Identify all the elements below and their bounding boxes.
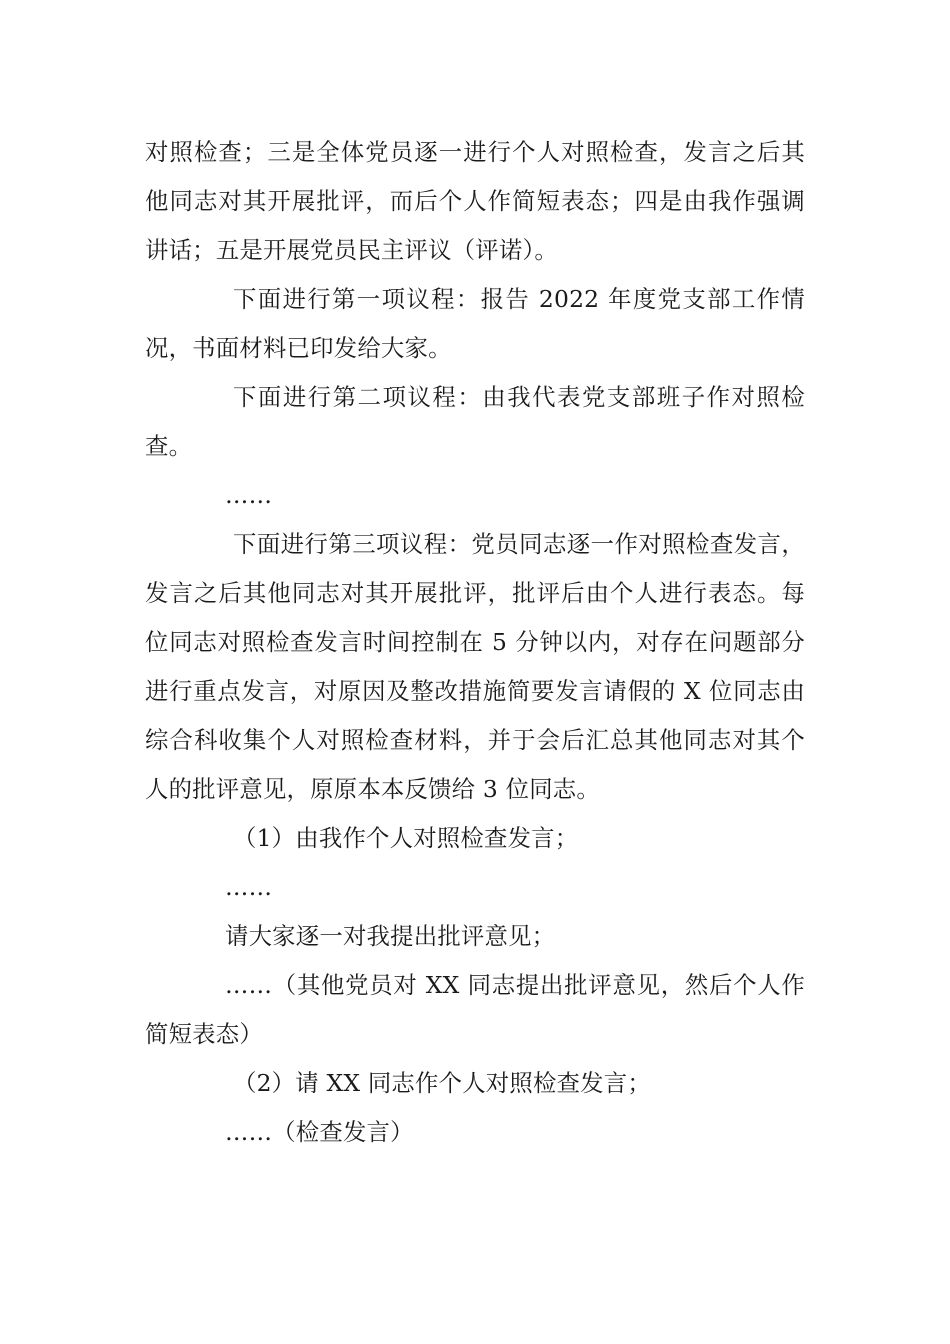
paragraph-check-speech: ……（检查发言）: [225, 1118, 414, 1146]
paragraph-agenda-item-1: 下面进行第一项议程：报告 2022 年度党支部工作情况，书面材料已印发给大家。: [145, 285, 805, 362]
paragraph-agenda-item-3: 下面进行第三项议程：党员同志逐一作对照检查发言，发言之后其他同志对其开展批评，批评后由个人进行表态。每位同志对照检查发言时间控制在 5 分钟以内，对存在问题部分进行重点发言，对原因及整改措施简要发言请假的 X 位同志由综合科收集个人对照检查材料，并于会后汇总其他同志对其个人的批评意见，原原本本反馈给 3 位同志。: [145, 530, 805, 803]
document-body: [145, 128, 805, 1157]
paragraph-step-1: （1）由我作个人对照检查发言；: [233, 824, 579, 852]
paragraph-step-2: （2）请 XX 同志作个人对照检查发言；: [233, 1069, 651, 1097]
paragraph-others-criticism: ……（其他党员对 XX 同志提出批评意见，然后个人作简短表态）: [145, 971, 805, 1048]
paragraph-agenda-continued: 对照检查；三是全体党员逐一进行个人对照检查，发言之后其他同志对其开展批评，而后个人作简短表态；四是由我作强调讲话；五是开展党员民主评议（评诺）。: [145, 138, 805, 264]
paragraph-request-criticism: 请大家逐一对我提出批评意见；: [225, 922, 556, 950]
paragraph-ellipsis-2: ……: [225, 873, 273, 901]
paragraph-ellipsis-1: ……: [225, 481, 273, 509]
paragraph-agenda-item-2: 下面进行第二项议程：由我代表党支部班子作对照检查。: [145, 383, 805, 460]
